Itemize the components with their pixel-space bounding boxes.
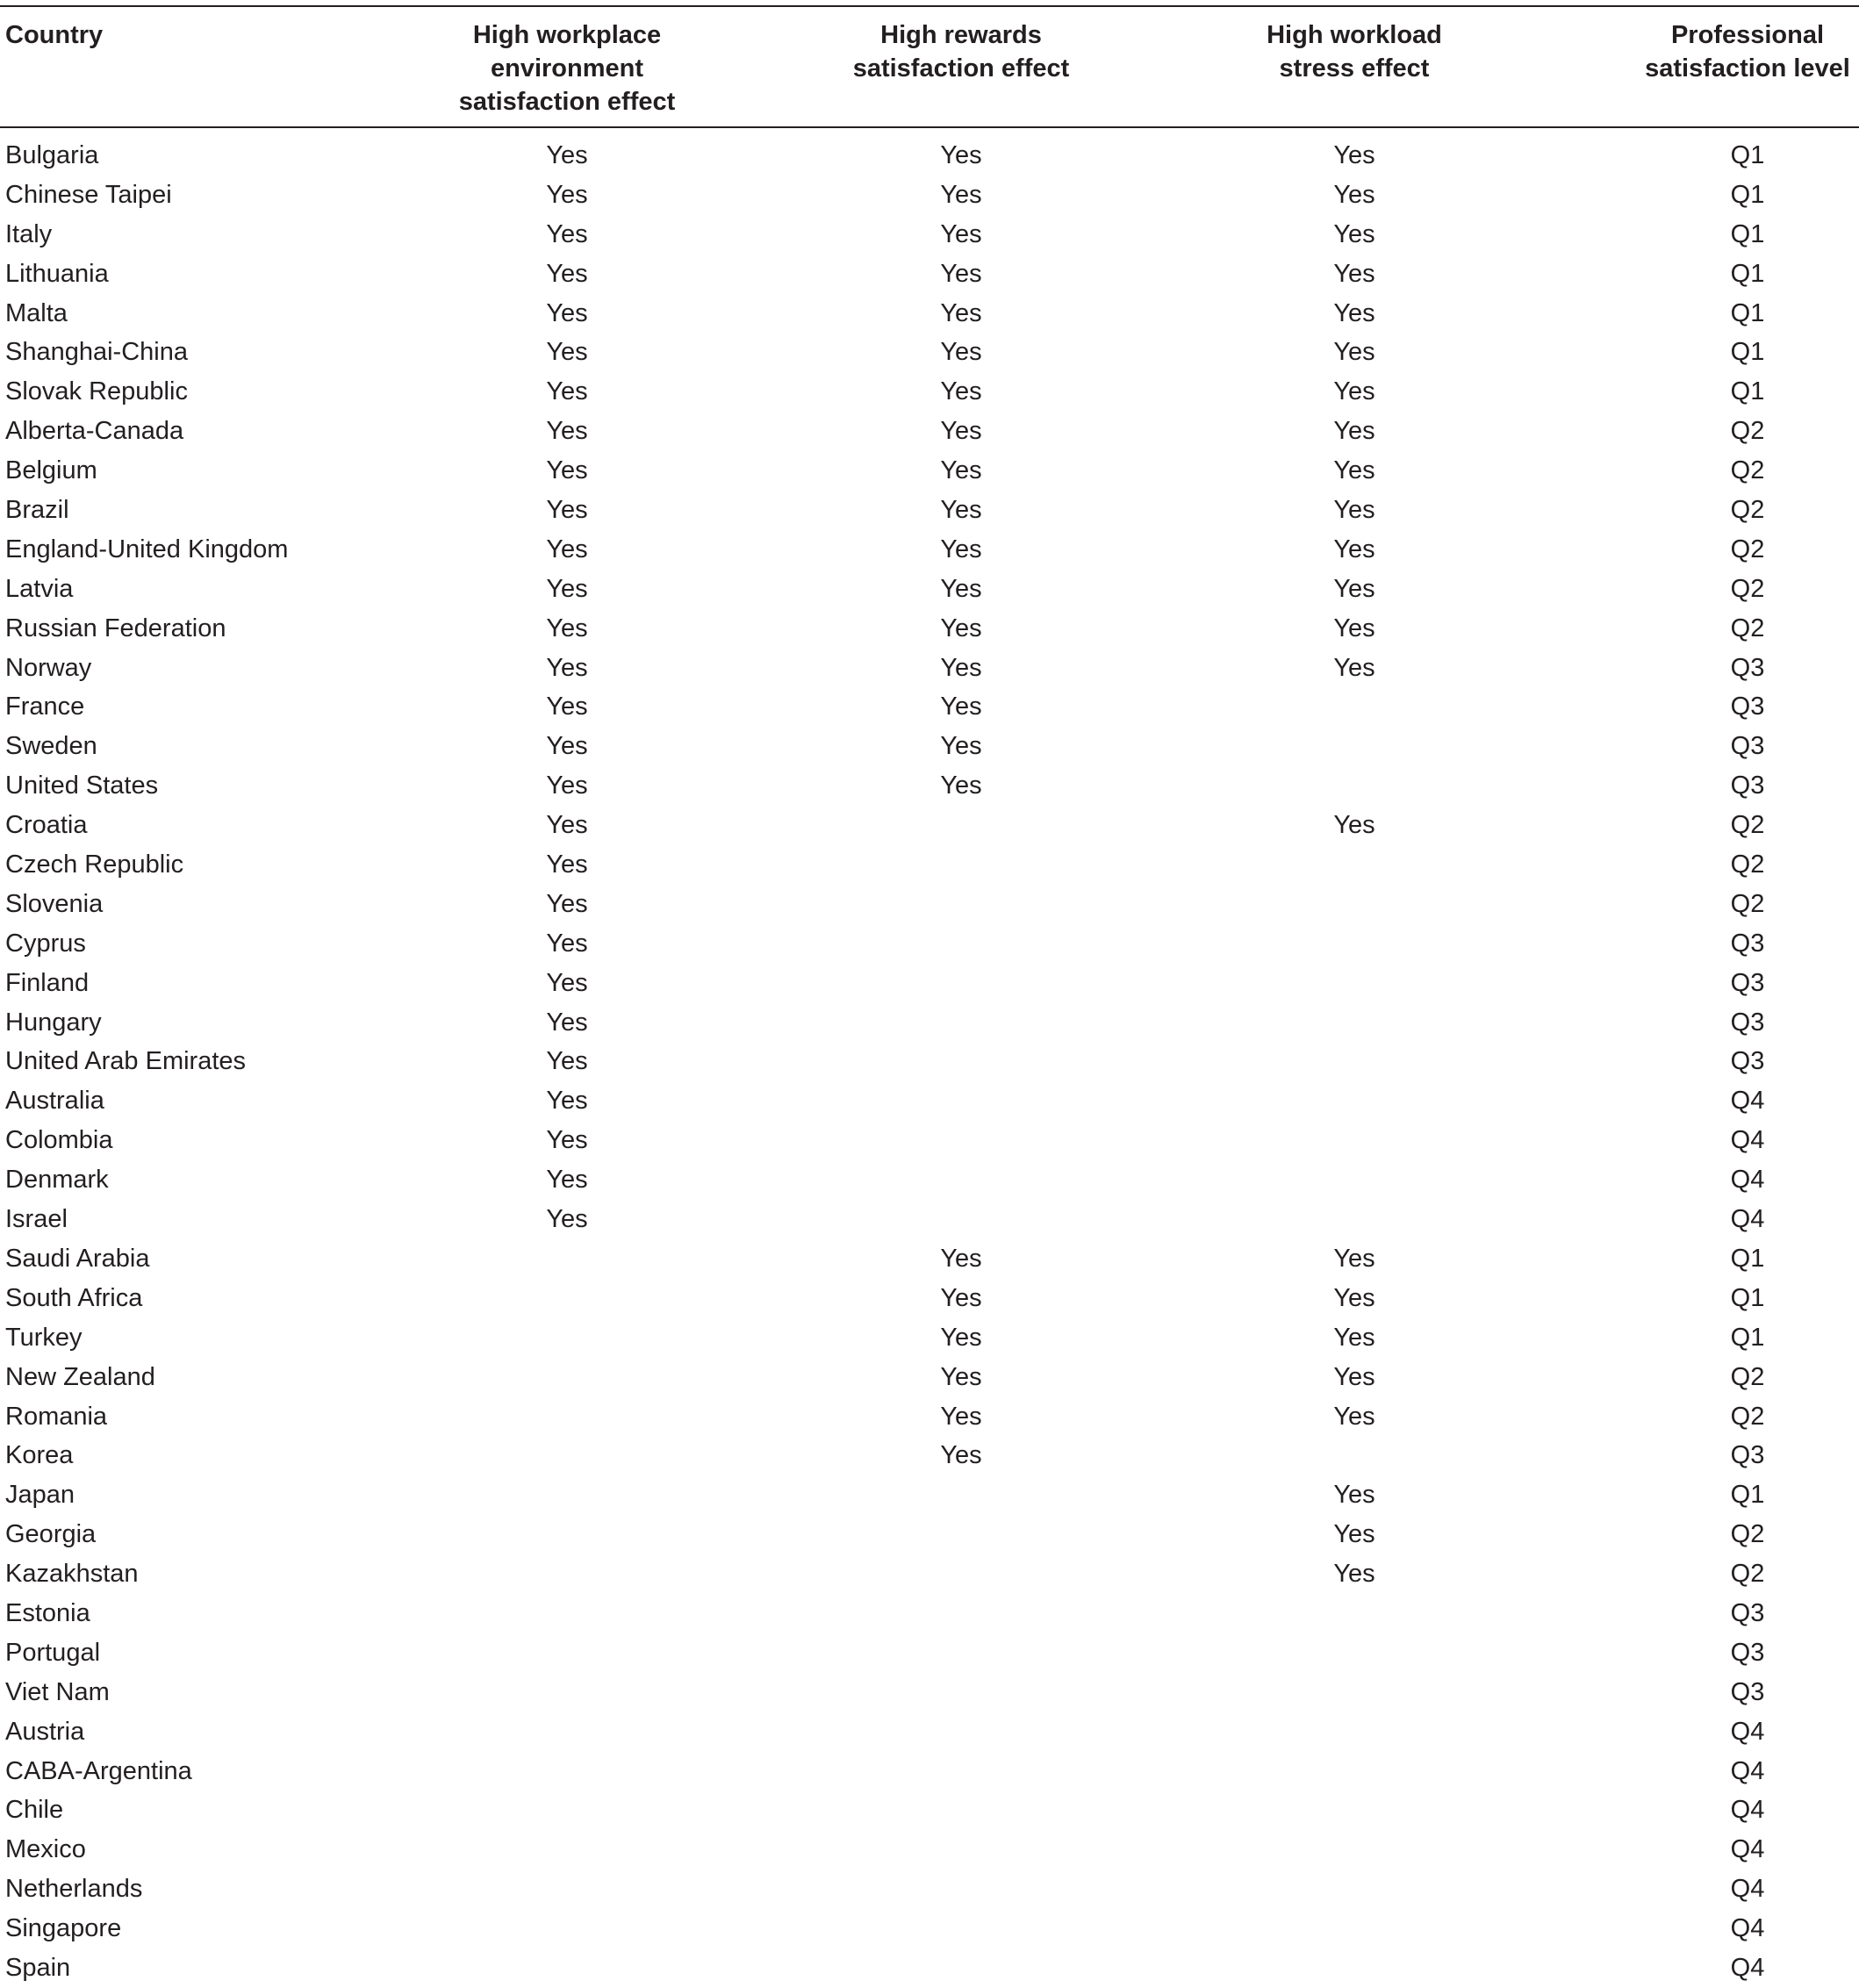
table-row xyxy=(0,412,1859,451)
table-row xyxy=(0,1358,1859,1397)
cell-country: CABA-Argentina xyxy=(5,1756,192,1785)
cell-rewards-effect: Yes xyxy=(940,377,982,406)
cell-country: Israel xyxy=(5,1205,68,1234)
cell-rewards-effect: Yes xyxy=(940,1283,982,1312)
cell-rewards-effect: Yes xyxy=(940,535,982,563)
cell-country: United States xyxy=(5,772,159,800)
cell-workplace-effect: Yes xyxy=(546,219,588,248)
header-line: High workplace xyxy=(472,21,662,49)
table-row xyxy=(0,255,1859,294)
cell-satisfaction-level: Q2 xyxy=(1730,889,1765,918)
cell-workload-effect: Yes xyxy=(1333,811,1375,840)
cell-satisfaction-level: Q1 xyxy=(1730,141,1765,169)
cell-workplace-effect: Yes xyxy=(546,298,588,327)
table-row xyxy=(0,1200,1859,1239)
cell-country: Denmark xyxy=(5,1166,109,1195)
cell-satisfaction-level: Q3 xyxy=(1730,653,1765,682)
cell-workload-effect: Yes xyxy=(1333,653,1375,682)
cell-rewards-effect: Yes xyxy=(940,693,982,721)
cell-country: England-United Kingdom xyxy=(5,535,289,563)
cell-workplace-effect: Yes xyxy=(546,417,588,446)
cell-country: Singapore xyxy=(5,1914,122,1943)
cell-satisfaction-level: Q1 xyxy=(1730,1323,1765,1352)
cell-satisfaction-level: Q3 xyxy=(1730,1598,1765,1627)
table-row xyxy=(0,1318,1859,1358)
cell-satisfaction-level: Q4 xyxy=(1730,1166,1765,1195)
cell-country: Chinese Taipei xyxy=(5,180,172,209)
table-row xyxy=(0,1949,1859,1988)
cell-satisfaction-level: Q3 xyxy=(1730,1047,1765,1076)
cell-workload-effect: Yes xyxy=(1333,1560,1375,1589)
cell-satisfaction-level: Q2 xyxy=(1730,1520,1765,1549)
cell-satisfaction-level: Q2 xyxy=(1730,614,1765,642)
cell-workload-effect: Yes xyxy=(1333,1402,1375,1431)
cell-country: Turkey xyxy=(5,1323,83,1352)
cell-satisfaction-level: Q3 xyxy=(1730,693,1765,721)
cell-workplace-effect: Yes xyxy=(546,929,588,958)
cell-satisfaction-level: Q3 xyxy=(1730,772,1765,800)
cell-country: Finland xyxy=(5,968,90,997)
table-row xyxy=(0,609,1859,649)
cell-satisfaction-level: Q3 xyxy=(1730,732,1765,761)
cell-workload-effect: Yes xyxy=(1333,1283,1375,1312)
cell-satisfaction-level: Q3 xyxy=(1730,1677,1765,1706)
cell-country: Brazil xyxy=(5,496,69,525)
cell-workplace-effect: Yes xyxy=(546,1205,588,1234)
table-row xyxy=(0,1870,1859,1909)
cell-workplace-effect: Yes xyxy=(546,693,588,721)
cell-country: Netherlands xyxy=(5,1875,143,1904)
header-workplace-environment xyxy=(459,18,676,118)
table-row xyxy=(0,1515,1859,1554)
table-header xyxy=(0,5,1859,126)
cell-country: Latvia xyxy=(5,574,74,603)
cell-workplace-effect: Yes xyxy=(546,1126,588,1155)
cell-satisfaction-level: Q1 xyxy=(1730,259,1765,288)
table-row xyxy=(0,1791,1859,1830)
cell-satisfaction-level: Q1 xyxy=(1730,377,1765,406)
cell-satisfaction-level: Q4 xyxy=(1730,1875,1765,1904)
cell-workplace-effect: Yes xyxy=(546,574,588,603)
header-line: environment xyxy=(490,54,644,83)
cell-rewards-effect: Yes xyxy=(940,1402,982,1431)
cell-satisfaction-level: Q4 xyxy=(1730,1087,1765,1116)
cell-country: Portugal xyxy=(5,1638,101,1667)
cell-rewards-effect: Yes xyxy=(940,1323,982,1352)
cell-satisfaction-level: Q2 xyxy=(1730,456,1765,485)
header-line: Professional xyxy=(1670,21,1825,49)
table-row xyxy=(0,136,1859,176)
cell-workplace-effect: Yes xyxy=(546,614,588,642)
cell-country: Lithuania xyxy=(5,259,109,288)
cell-workload-effect: Yes xyxy=(1333,535,1375,563)
cell-country: Georgia xyxy=(5,1520,97,1549)
table-body xyxy=(0,136,1859,1988)
table-row xyxy=(0,845,1859,885)
table-row xyxy=(0,1397,1859,1437)
cell-rewards-effect: Yes xyxy=(940,338,982,367)
cell-country: Shanghai-China xyxy=(5,338,188,367)
cell-country: Colombia xyxy=(5,1126,113,1155)
cell-country: Kazakhstan xyxy=(5,1560,139,1589)
cell-country: Czech Republic xyxy=(5,850,184,879)
table-row xyxy=(0,649,1859,688)
cell-satisfaction-level: Q1 xyxy=(1730,219,1765,248)
table-row xyxy=(0,964,1859,1003)
cell-satisfaction-level: Q3 xyxy=(1730,929,1765,958)
table-row xyxy=(0,1121,1859,1160)
header-country xyxy=(5,18,103,52)
cell-country: Italy xyxy=(5,219,53,248)
table-row xyxy=(0,1475,1859,1515)
table-row xyxy=(0,215,1859,255)
cell-workload-effect: Yes xyxy=(1333,180,1375,209)
cell-satisfaction-level: Q2 xyxy=(1730,1362,1765,1391)
table-row xyxy=(0,1673,1859,1712)
cell-workload-effect: Yes xyxy=(1333,614,1375,642)
cell-satisfaction-level: Q3 xyxy=(1730,1008,1765,1037)
cell-country: Romania xyxy=(5,1402,108,1431)
cell-country: United Arab Emirates xyxy=(5,1047,247,1076)
cell-workplace-effect: Yes xyxy=(546,1087,588,1116)
table-row xyxy=(0,1160,1859,1200)
cell-workload-effect: Yes xyxy=(1333,377,1375,406)
cell-country: Hungary xyxy=(5,1008,102,1037)
cell-workplace-effect: Yes xyxy=(546,535,588,563)
cell-rewards-effect: Yes xyxy=(940,259,982,288)
table-row xyxy=(0,885,1859,924)
cell-country: Austria xyxy=(5,1717,85,1746)
cell-workplace-effect: Yes xyxy=(546,889,588,918)
cell-satisfaction-level: Q2 xyxy=(1730,535,1765,563)
cell-rewards-effect: Yes xyxy=(940,574,982,603)
cell-satisfaction-level: Q1 xyxy=(1730,1481,1765,1510)
cell-satisfaction-level: Q2 xyxy=(1730,417,1765,446)
cell-rewards-effect: Yes xyxy=(940,1362,982,1391)
cell-country: Alberta-Canada xyxy=(5,417,184,446)
table-row xyxy=(0,1003,1859,1043)
cell-country: Malta xyxy=(5,298,68,327)
cell-satisfaction-level: Q1 xyxy=(1730,180,1765,209)
header-line: stress effect xyxy=(1279,54,1430,83)
cell-rewards-effect: Yes xyxy=(940,1244,982,1273)
cell-workload-effect: Yes xyxy=(1333,496,1375,525)
header-line: satisfaction effect xyxy=(458,88,676,116)
cell-satisfaction-level: Q3 xyxy=(1730,968,1765,997)
table-row xyxy=(0,1830,1859,1870)
table-row xyxy=(0,530,1859,570)
cell-country: Slovak Republic xyxy=(5,377,188,406)
header-workload-stress xyxy=(1267,18,1442,85)
cell-workload-effect: Yes xyxy=(1333,574,1375,603)
cell-satisfaction-level: Q4 xyxy=(1730,1205,1765,1234)
cell-workplace-effect: Yes xyxy=(546,141,588,169)
cell-country: Viet Nam xyxy=(5,1677,110,1706)
cell-satisfaction-level: Q4 xyxy=(1730,1953,1765,1982)
cell-workplace-effect: Yes xyxy=(546,968,588,997)
cell-workplace-effect: Yes xyxy=(546,811,588,840)
cell-workplace-effect: Yes xyxy=(546,1047,588,1076)
table-row xyxy=(0,176,1859,215)
cell-satisfaction-level: Q2 xyxy=(1730,1560,1765,1589)
cell-workload-effect: Yes xyxy=(1333,219,1375,248)
table-row xyxy=(0,727,1859,766)
cell-workplace-effect: Yes xyxy=(546,377,588,406)
cell-rewards-effect: Yes xyxy=(940,180,982,209)
cell-satisfaction-level: Q2 xyxy=(1730,574,1765,603)
cell-rewards-effect: Yes xyxy=(940,653,982,682)
cell-country: Australia xyxy=(5,1087,104,1116)
cell-workplace-effect: Yes xyxy=(546,850,588,879)
cell-rewards-effect: Yes xyxy=(940,614,982,642)
table-row xyxy=(0,1554,1859,1594)
header-line: High rewards xyxy=(880,21,1042,49)
cell-workplace-effect: Yes xyxy=(546,180,588,209)
table-row xyxy=(0,491,1859,530)
header-line: satisfaction effect xyxy=(852,54,1070,83)
cell-workplace-effect: Yes xyxy=(546,772,588,800)
cell-satisfaction-level: Q4 xyxy=(1730,1717,1765,1746)
cell-satisfaction-level: Q2 xyxy=(1730,850,1765,879)
cell-workload-effect: Yes xyxy=(1333,259,1375,288)
cell-satisfaction-level: Q1 xyxy=(1730,1283,1765,1312)
header-line: High workload xyxy=(1267,21,1442,49)
cell-country: France xyxy=(5,693,85,721)
cell-country: Saudi Arabia xyxy=(5,1244,150,1273)
cell-satisfaction-level: Q4 xyxy=(1730,1835,1765,1864)
table-row xyxy=(0,451,1859,491)
cell-workplace-effect: Yes xyxy=(546,1008,588,1037)
cell-country: Norway xyxy=(5,653,92,682)
table-row xyxy=(0,333,1859,372)
cell-country: New Zealand xyxy=(5,1362,155,1391)
header-line: Country xyxy=(5,21,104,49)
cell-satisfaction-level: Q4 xyxy=(1730,1914,1765,1943)
cell-satisfaction-level: Q4 xyxy=(1730,1126,1765,1155)
header-rewards xyxy=(853,18,1070,85)
cell-workload-effect: Yes xyxy=(1333,141,1375,169)
cell-rewards-effect: Yes xyxy=(940,732,982,761)
cell-rewards-effect: Yes xyxy=(940,772,982,800)
table-row xyxy=(0,1081,1859,1121)
cell-satisfaction-level: Q3 xyxy=(1730,1441,1765,1470)
cell-satisfaction-level: Q2 xyxy=(1730,1402,1765,1431)
cell-workplace-effect: Yes xyxy=(546,653,588,682)
cell-satisfaction-level: Q1 xyxy=(1730,298,1765,327)
cell-satisfaction-level: Q2 xyxy=(1730,811,1765,840)
cell-rewards-effect: Yes xyxy=(940,1441,982,1470)
cell-country: Bulgaria xyxy=(5,141,99,169)
cell-country: Slovenia xyxy=(5,889,104,918)
cell-rewards-effect: Yes xyxy=(940,417,982,446)
table-row xyxy=(0,1594,1859,1633)
cell-workplace-effect: Yes xyxy=(546,1166,588,1195)
cell-workload-effect: Yes xyxy=(1333,298,1375,327)
table-row xyxy=(0,1042,1859,1081)
cell-satisfaction-level: Q1 xyxy=(1730,338,1765,367)
table-row xyxy=(0,766,1859,806)
table-row xyxy=(0,687,1859,727)
table-row xyxy=(0,372,1859,412)
table-row xyxy=(0,924,1859,964)
table-row xyxy=(0,1436,1859,1475)
table-row xyxy=(0,1712,1859,1752)
cell-workload-effect: Yes xyxy=(1333,1481,1375,1510)
cell-rewards-effect: Yes xyxy=(940,298,982,327)
table-row xyxy=(0,1752,1859,1791)
cell-rewards-effect: Yes xyxy=(940,219,982,248)
cell-satisfaction-level: Q3 xyxy=(1730,1638,1765,1667)
cell-workplace-effect: Yes xyxy=(546,732,588,761)
cell-country: Estonia xyxy=(5,1598,90,1627)
table-row xyxy=(0,1239,1859,1279)
table-row xyxy=(0,570,1859,609)
cell-workload-effect: Yes xyxy=(1333,1520,1375,1549)
cell-country: Spain xyxy=(5,1953,71,1982)
cell-country: Japan xyxy=(5,1481,75,1510)
cell-satisfaction-level: Q2 xyxy=(1730,496,1765,525)
header-professional-satisfaction xyxy=(1645,18,1850,85)
cell-rewards-effect: Yes xyxy=(940,496,982,525)
cell-workplace-effect: Yes xyxy=(546,259,588,288)
cell-rewards-effect: Yes xyxy=(940,141,982,169)
cell-country: Chile xyxy=(5,1796,64,1825)
table-row xyxy=(0,1279,1859,1318)
table-row xyxy=(0,1909,1859,1949)
cell-country: South Africa xyxy=(5,1283,143,1312)
cell-workload-effect: Yes xyxy=(1333,338,1375,367)
cell-satisfaction-level: Q1 xyxy=(1730,1244,1765,1273)
table-header-rule xyxy=(0,126,1859,128)
cell-workload-effect: Yes xyxy=(1333,456,1375,485)
cell-satisfaction-level: Q4 xyxy=(1730,1796,1765,1825)
cell-rewards-effect: Yes xyxy=(940,456,982,485)
cell-country: Croatia xyxy=(5,811,88,840)
cell-satisfaction-level: Q4 xyxy=(1730,1756,1765,1785)
table-row xyxy=(0,806,1859,845)
cell-country: Korea xyxy=(5,1441,74,1470)
cell-country: Mexico xyxy=(5,1835,86,1864)
cell-country: Russian Federation xyxy=(5,614,226,642)
cell-workload-effect: Yes xyxy=(1333,1323,1375,1352)
cell-workload-effect: Yes xyxy=(1333,1362,1375,1391)
cell-workplace-effect: Yes xyxy=(546,456,588,485)
header-line: satisfaction level xyxy=(1645,54,1850,83)
cell-country: Sweden xyxy=(5,732,97,761)
table-row xyxy=(0,1633,1859,1673)
cell-country: Cyprus xyxy=(5,929,86,958)
cell-workplace-effect: Yes xyxy=(546,496,588,525)
table-row xyxy=(0,294,1859,334)
cell-workplace-effect: Yes xyxy=(546,338,588,367)
cell-workload-effect: Yes xyxy=(1333,417,1375,446)
cell-workload-effect: Yes xyxy=(1333,1244,1375,1273)
cell-country: Belgium xyxy=(5,456,97,485)
